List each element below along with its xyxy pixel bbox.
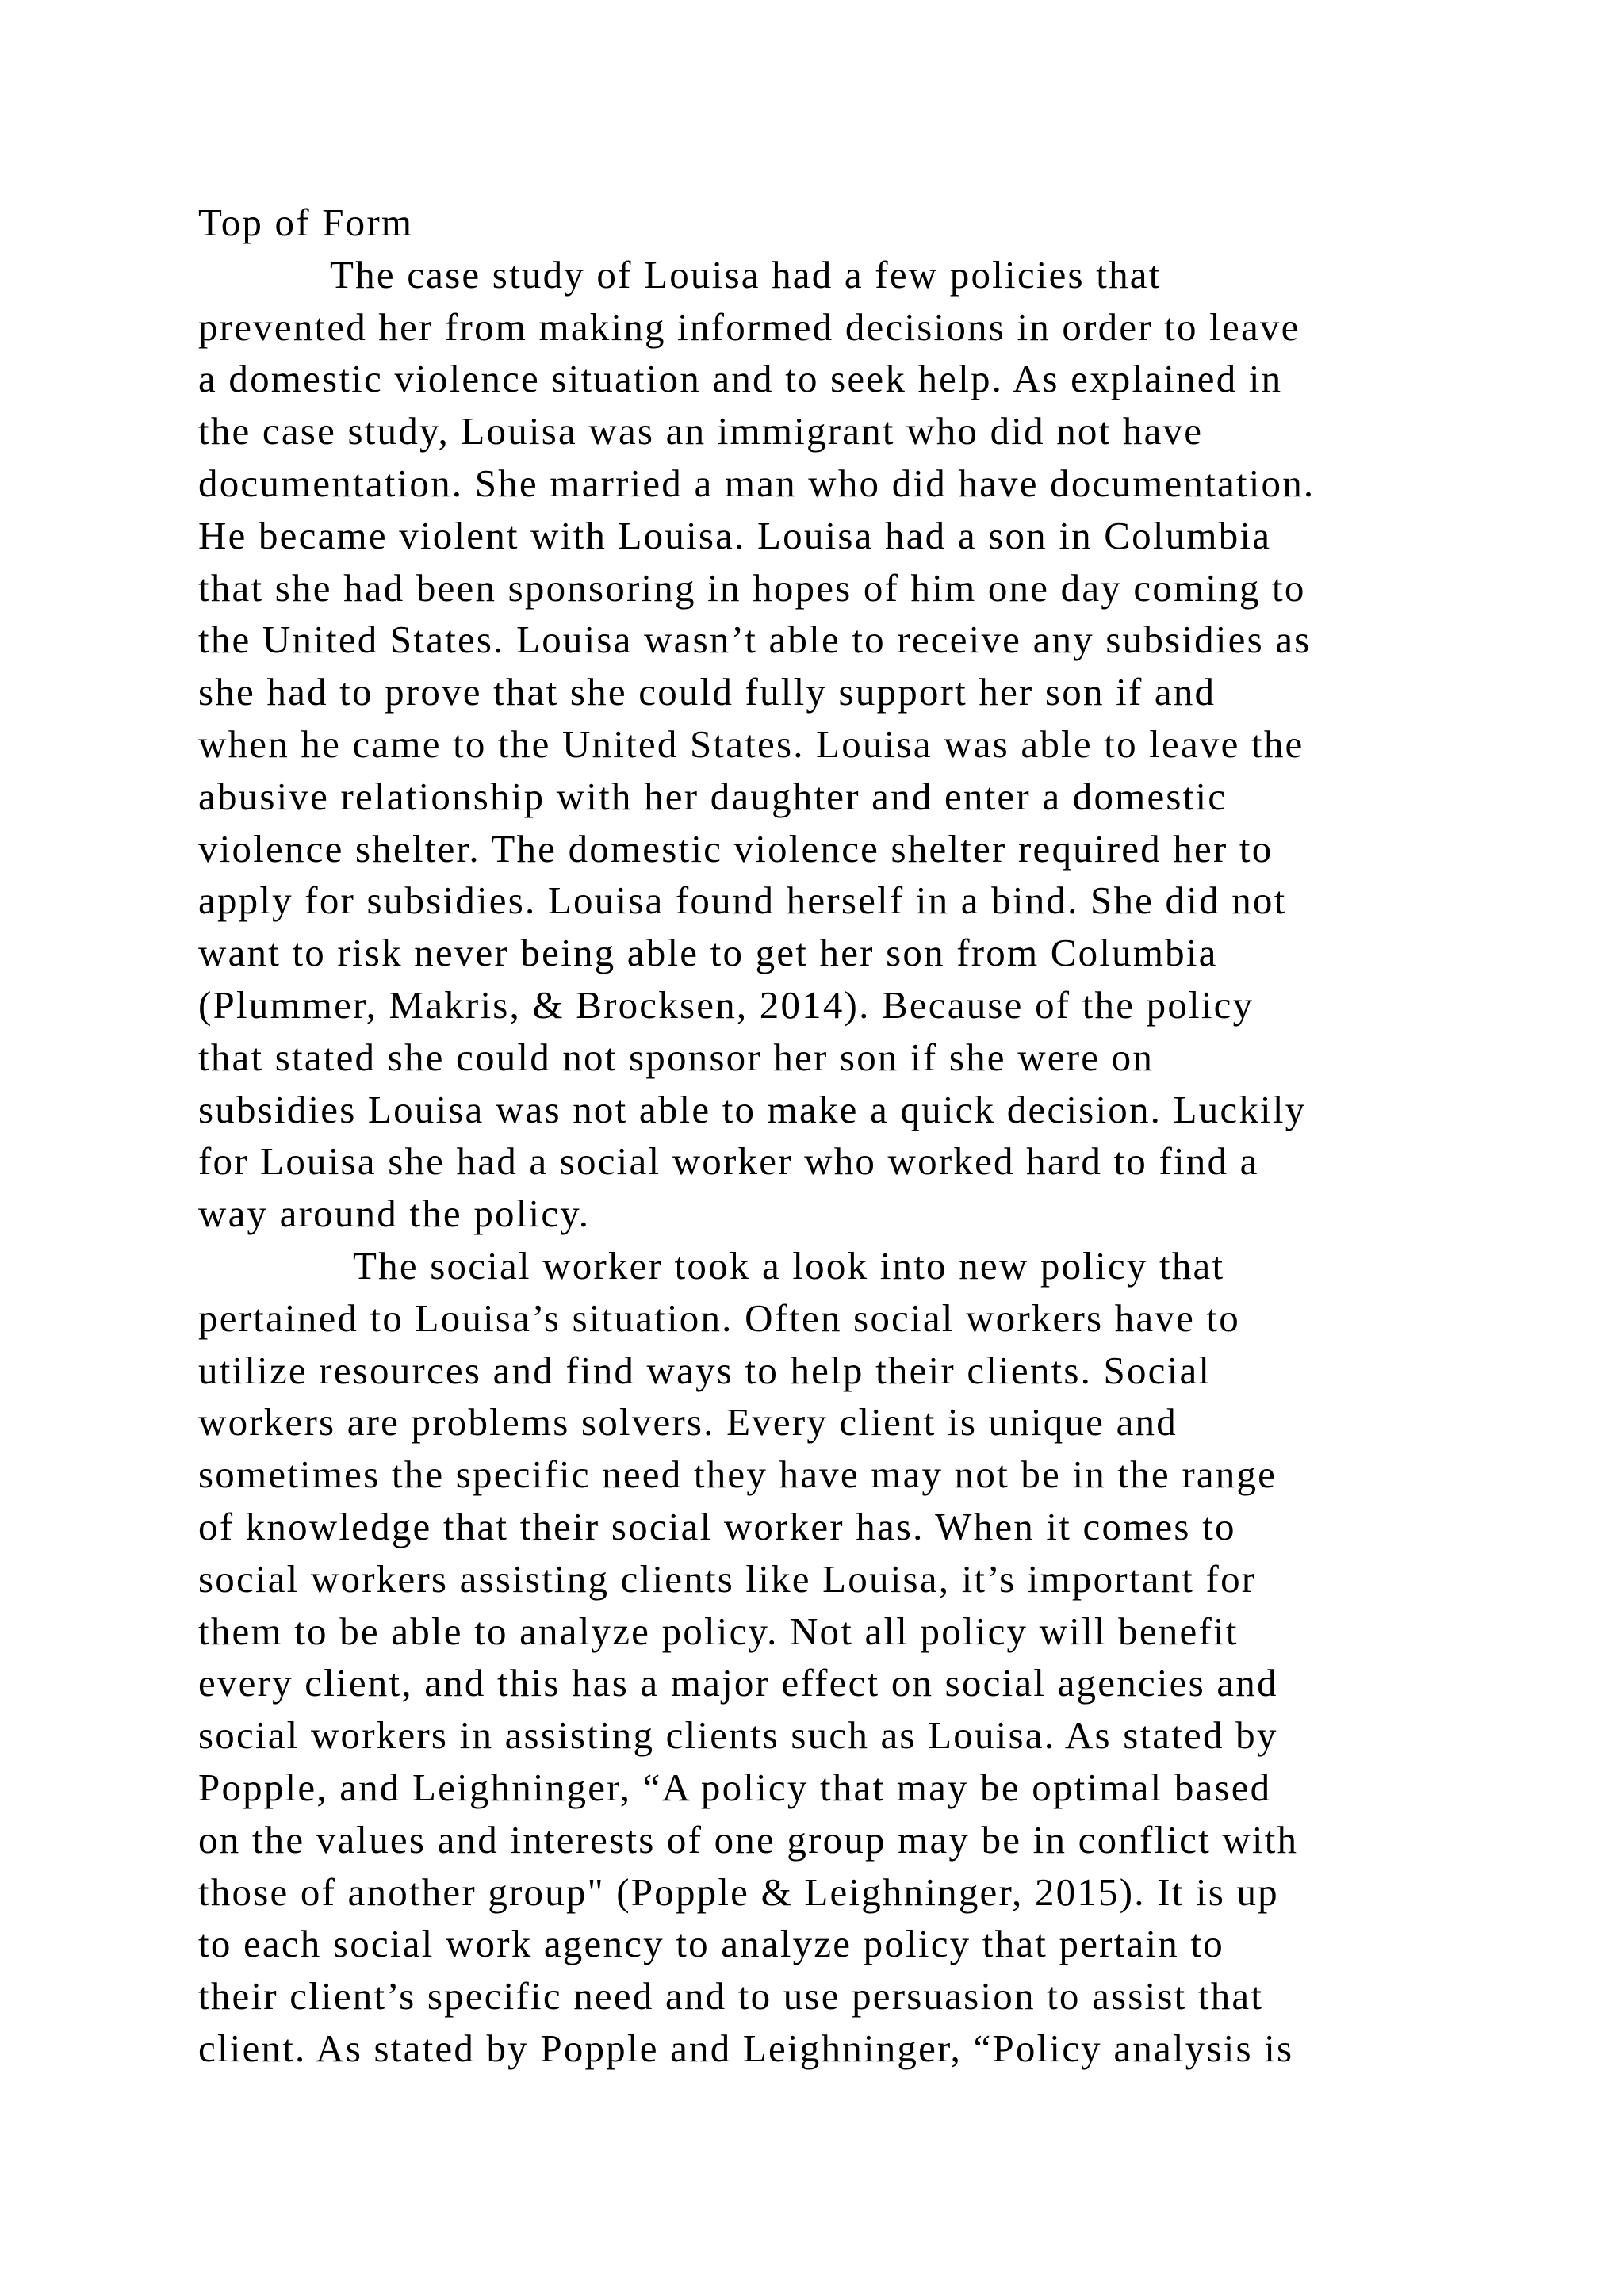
paragraph-line: for Louisa she had a social worker who worked hard to find a bbox=[198, 1139, 1259, 1184]
paragraph-line: (Plummer, Makris, & Brocksen, 2014). Because of the policy bbox=[198, 982, 1254, 1027]
paragraph-line: she had to prove that she could fully support her son if and bbox=[198, 670, 1216, 714]
paragraph-line: Popple, and Leighninger, “A policy that may be optimal based bbox=[198, 1765, 1272, 1809]
paragraph-line: a domestic violence situation and to seek help. As explained in bbox=[198, 357, 1283, 401]
paragraph-line: want to risk never being able to get her son from Columbia bbox=[198, 931, 1218, 975]
paragraph-line: sometimes the specific need they have may not be in the range bbox=[198, 1452, 1277, 1497]
paragraph-line: of knowledge that their social worker has. When it comes to bbox=[198, 1504, 1236, 1548]
paragraph-line: them to be able to analyze policy. Not all policy will benefit bbox=[198, 1609, 1239, 1653]
paragraph-line: violence shelter. The domestic violence shelter required her to bbox=[198, 826, 1274, 871]
paragraph-line: subsidies Louisa was not able to make a quick decision. Luckily bbox=[198, 1087, 1307, 1131]
form-header: Top of Form bbox=[198, 201, 414, 244]
paragraph-line: The case study of Louisa had a few policies that bbox=[330, 252, 1162, 297]
paragraph-line: the case study, Louisa was an immigrant who did not have bbox=[198, 409, 1204, 453]
paragraph-line: workers are problems solvers. Every client is unique and bbox=[198, 1400, 1178, 1445]
paragraph-line: prevented her from making informed decisions in order to leave bbox=[198, 304, 1300, 349]
paragraph-line: The social worker took a look into new policy that bbox=[353, 1243, 1225, 1288]
paragraph-line: that stated she could not sponsor her son if she were on bbox=[198, 1035, 1155, 1079]
paragraph-line: social workers in assisting clients such as Louisa. As stated by bbox=[198, 1713, 1278, 1758]
paragraph-line: those of another group" (Popple & Leighninger, 2015). It is up bbox=[198, 1869, 1279, 1914]
paragraph-line: utilize resources and find ways to help their clients. Social bbox=[198, 1348, 1212, 1392]
paragraph-line: to each social work agency to analyze policy that pertain to bbox=[198, 1922, 1224, 1966]
paragraph-1 bbox=[198, 249, 1435, 1240]
paragraph-line: on the values and interests of one group may be in conflict with bbox=[198, 1817, 1299, 1862]
paragraph-line: apply for subsidies. Louisa found herself in a bind. She did not bbox=[198, 878, 1287, 923]
paragraph-line: client. As stated by Popple and Leighninger, “Policy analysis is bbox=[198, 2026, 1294, 2070]
paragraph-line: pertained to Louisa’s situation. Often social workers have to bbox=[198, 1295, 1240, 1340]
paragraph-line: way around the policy. bbox=[198, 1192, 591, 1236]
paragraph-line: the United States. Louisa wasn’t able to receive any subsidies as bbox=[198, 618, 1312, 662]
paragraph-line: their client’s specific need and to use persuasion to assist that bbox=[198, 1974, 1264, 2019]
paragraph-2 bbox=[198, 1240, 1435, 2075]
paragraph-line: documentation. She married a man who did have documentation. bbox=[198, 461, 1316, 505]
paragraph-line: abusive relationship with her daughter and enter a domestic bbox=[198, 774, 1228, 818]
document-body bbox=[198, 197, 1435, 2075]
paragraph-line: He became violent with Louisa. Louisa had a son in Columbia bbox=[198, 513, 1272, 557]
paragraph-line: that she had been sponsoring in hopes of him one day coming to bbox=[198, 565, 1306, 610]
paragraph-line: social workers assisting clients like Louisa, it’s important for bbox=[198, 1556, 1257, 1601]
paragraph-line: when he came to the United States. Louisa was able to leave the bbox=[198, 721, 1304, 766]
paragraph-line: every client, and this has a major effect on social agencies and bbox=[198, 1661, 1278, 1705]
